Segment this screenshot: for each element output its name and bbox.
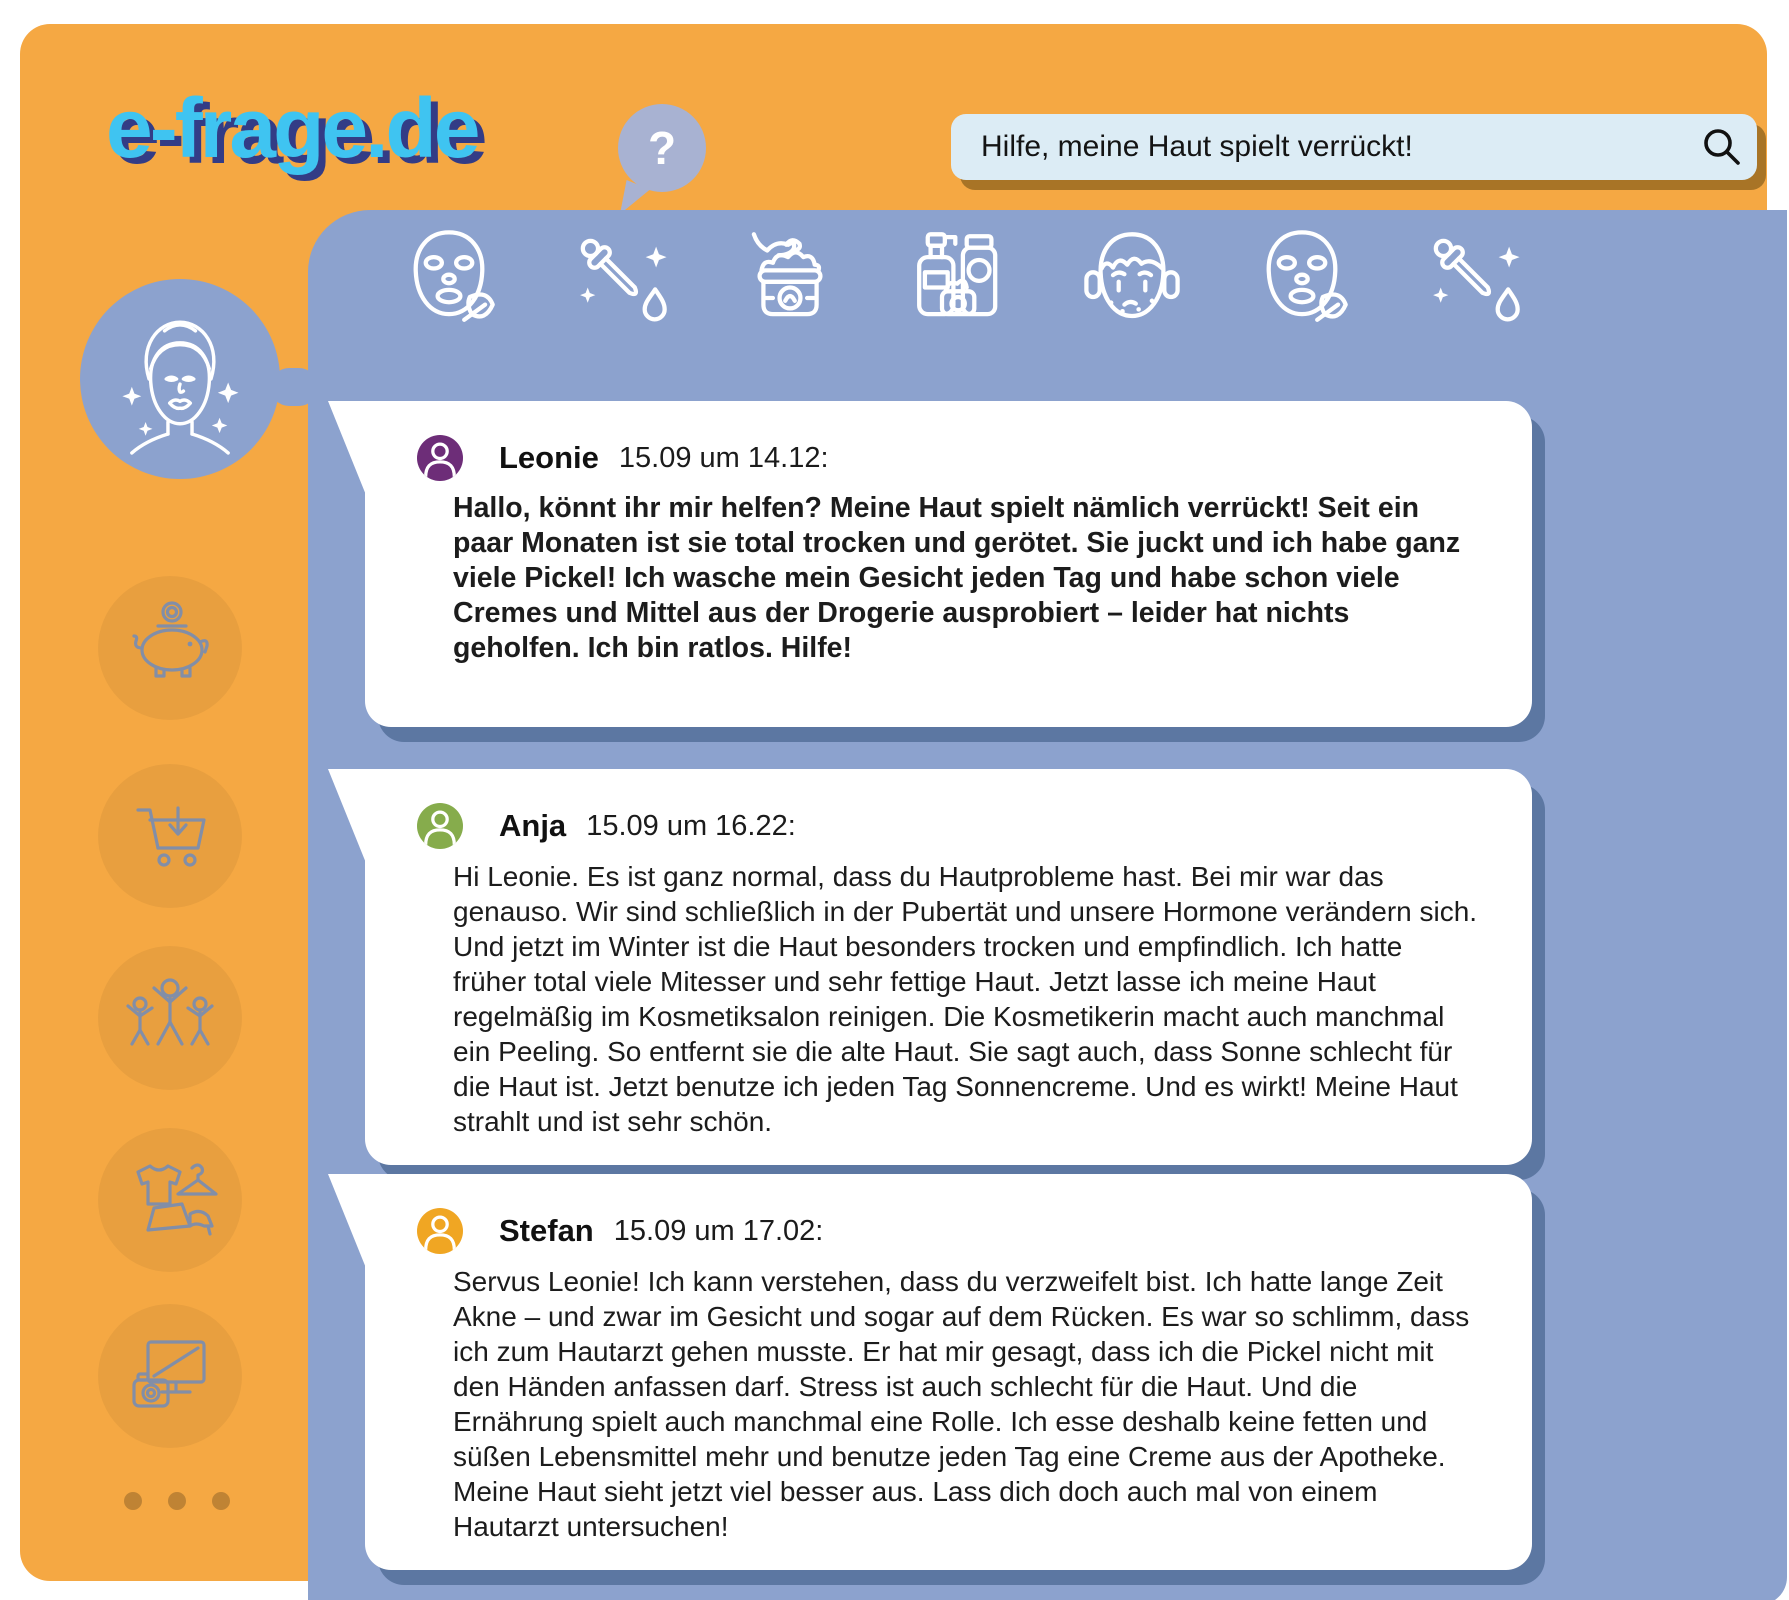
post-body: Hallo, könnt ihr mir helfen? Meine Haut spielt nämlich verrückt! Seit ein paar Monaten ist sie total trocken und gerötet. Sie juckt und ich habe ganz viele Pickel! Ich wasche mein Gesicht jeden Tag und habe schon viele Cremes und Mittel aus der Drogerie ausprobiert – leider hat nichts geholfen. Ich bin ratlos. Hilfe! — [453, 492, 1461, 664]
sidebar-item-fashion[interactable] — [98, 1128, 242, 1272]
cream-jar-hand-icon — [733, 221, 847, 340]
user-avatar-icon — [417, 435, 463, 481]
serum-dropper-icon — [1416, 221, 1530, 340]
serum-dropper-icon — [563, 221, 677, 340]
sidebar-item-shopping[interactable] — [98, 764, 242, 908]
shopping-cart-icon — [120, 784, 220, 889]
dot — [168, 1492, 186, 1510]
post-header — [417, 435, 1476, 481]
tv-camera-icon — [120, 1324, 220, 1429]
question-bubble-icon: ? — [618, 104, 706, 192]
search-button[interactable] — [1695, 121, 1747, 173]
site-logo[interactable]: e-frage.de — [106, 81, 478, 175]
profile-avatar[interactable] — [80, 279, 280, 479]
more-menu-dots[interactable] — [124, 1492, 244, 1512]
post-body: Hi Leonie. Es ist ganz normal, dass du Hautprobleme hast. Bei mir war das genauso. Wir sind schließlich in der Pubertät und unsere Hormone verändern sich. Und jetzt im Winter ist die Haut besonders trocken und empfindlich. Ich hatte früher total viele Mitesser und sehr fettige Haut. Jetzt lasse ich meine Haut regelmäßig im Kosmetiksalon reinigen. Die Kosmetikerin macht auch manchmal ein Peeling. So entfernt sie die alte Haut. Sie sagt auch, dass Sonne schlecht für die Haut ist. Jetzt benutze ich jeden Tag Sonnencreme. Und es wirkt! Meine Haut strahlt und ist sehr schön. — [453, 861, 1478, 1137]
forum-post — [365, 1174, 1532, 1570]
magnifier-icon — [1699, 124, 1743, 171]
people-icon — [120, 966, 220, 1071]
search-bar — [951, 114, 1757, 180]
forum-post — [365, 769, 1532, 1165]
cosmetic-bottles-icon — [904, 221, 1018, 340]
post-author[interactable]: Leonie — [499, 440, 599, 475]
post-author[interactable]: Anja — [499, 808, 567, 843]
post-author[interactable]: Stefan — [499, 1213, 594, 1248]
page-background — [20, 24, 1767, 1581]
post-header — [417, 803, 1476, 849]
piggy-bank-icon — [120, 596, 220, 701]
user-avatar-icon — [417, 1208, 463, 1254]
forum-panel — [308, 210, 1787, 1600]
post-body: Servus Leonie! Ich kann verstehen, dass du verzweifelt bist. Ich hatte lange Zeit Akne – und zwar im Gesicht und sogar auf dem Rücken. Es war so schlimm, dass ich zum Hautarzt gehen musste. Er hat mir gesagt, dass ich die Pickel nicht mit den Händen anfassen darf. Stress ist auch schlecht für die Haut. Und die Ernährung spielt auch manchmal eine Rolle. Ich esse deshalb keine fetten und süßen Lebensmittel mehr und benutze jeden Tag eine Creme aus der Apotheke. Meine Haut sieht jetzt viel besser aus. Lass dich doch auch mal von einem Hautarzt untersuchen! — [453, 1266, 1470, 1542]
post-timestamp: 15.09 um 16.22: — [586, 809, 796, 842]
post-header — [417, 1208, 1476, 1254]
user-avatar-icon — [417, 803, 463, 849]
dot — [212, 1492, 230, 1510]
forum-post — [365, 401, 1532, 727]
post-timestamp: 15.09 um 17.02: — [613, 1214, 824, 1247]
sidebar-item-community[interactable] — [98, 946, 242, 1090]
face-mask-icon — [1245, 221, 1359, 340]
face-mask-icon — [392, 221, 506, 340]
sidebar-item-media[interactable] — [98, 1304, 242, 1448]
banner-icon-row — [392, 220, 1530, 340]
sidebar-item-savings[interactable] — [98, 576, 242, 720]
acne-face-icon — [1075, 221, 1189, 340]
dot — [124, 1492, 142, 1510]
clothes-hanger-icon — [120, 1148, 220, 1253]
search-input[interactable] — [951, 114, 1695, 180]
post-timestamp: 15.09 um 14.12: — [618, 441, 829, 474]
